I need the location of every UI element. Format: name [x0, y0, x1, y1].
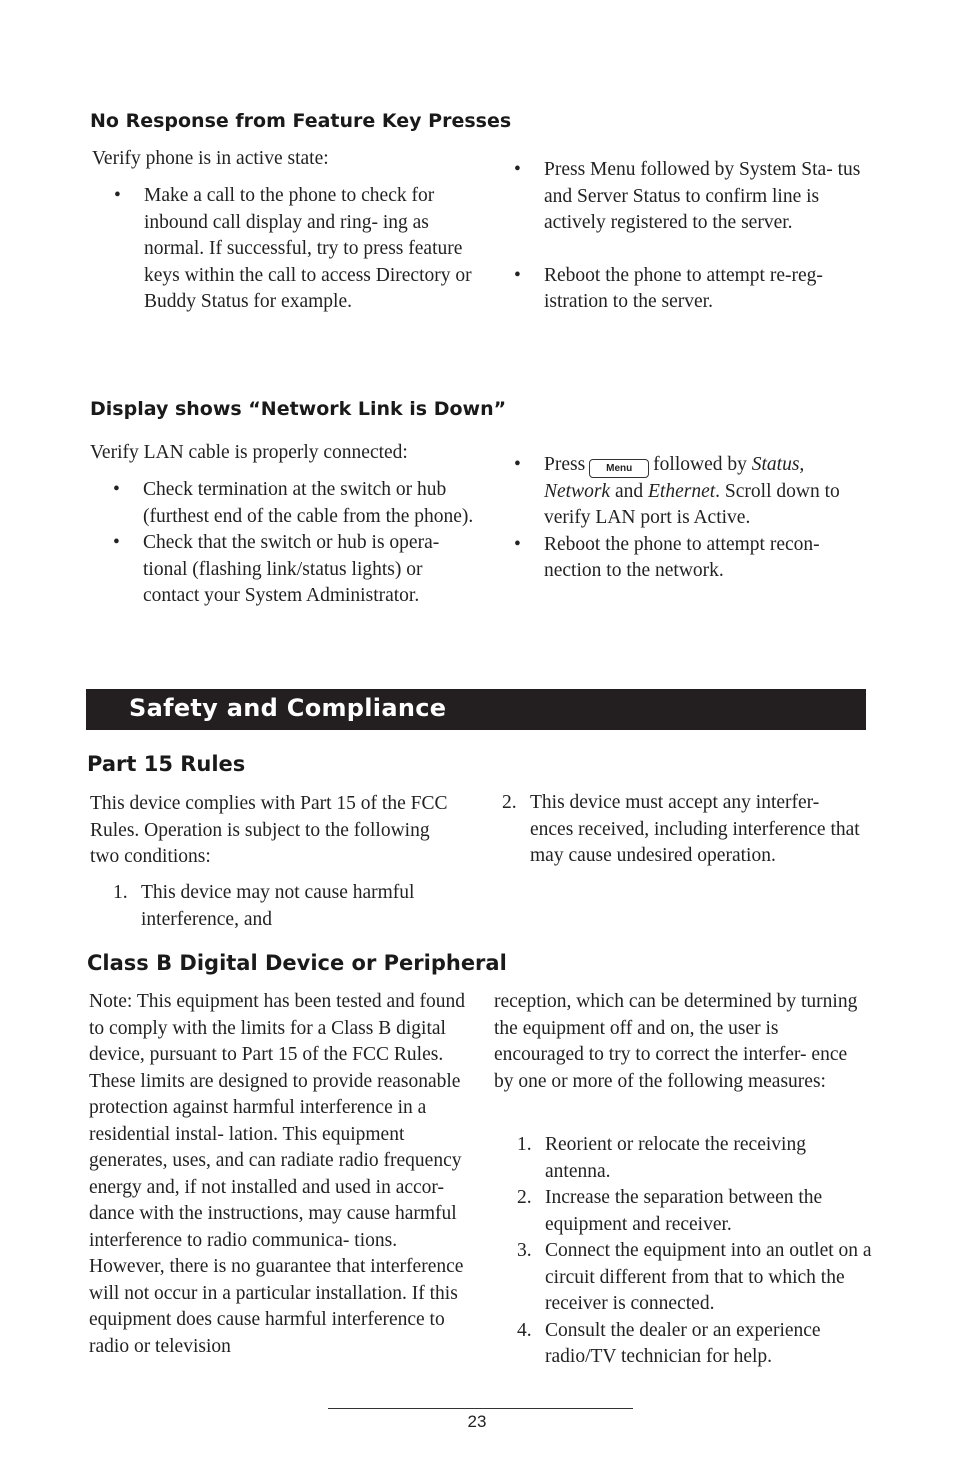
bullet-mark: • [514, 264, 521, 286]
list-lan-checks [113, 477, 475, 610]
list-item: 1. This device may not cause harmful interference, and [113, 882, 415, 930]
list-item: 1. Reorient or relocate the receiving antenna. [517, 1134, 806, 1182]
class-b-note: Note: This equipment has been tested and found to comply with the limits for a Class B digital device, pursuant to Part 15 of the FCC Rules. These limits are designed to provide reasonable protection against harmful interference in a residential instal- lation. This equipment generates, uses, and can radiate radio frequency energy and, if not installed and used in accor- dance with the instructions, may cause harmful interference to radio communica- tions. However, there is no guarantee that interference will not occur in a particular installation. If this equipment does cause harmful interference to radio or television [89, 991, 466, 1357]
bullet-mark: • [514, 533, 521, 555]
bullet-mark: • [113, 532, 120, 553]
heading-network-down: Display shows “Network Link is Down” [90, 398, 507, 420]
list-item: • Reboot the phone to attempt recon- nection to the network. [514, 533, 820, 581]
list-active-state [114, 183, 474, 316]
list-item: • Press Menu followed by Status, Network and Ethernet. Scroll down to verify LAN port is Active. [514, 454, 840, 528]
menu-key-icon: Menu [589, 459, 649, 478]
intro-active-state: Verify phone is in active state: [92, 148, 329, 169]
page-number: 23 [467, 1412, 487, 1431]
heading-no-response: No Response from Feature Key Presses [90, 110, 512, 132]
list-network-actions [514, 452, 869, 585]
section-banner [86, 689, 866, 730]
bullet-mark: • [113, 479, 120, 500]
list-item: 2. This device must accept any interfer- ences received, including interference that may cause undesired operation. [502, 792, 860, 866]
intro-lan-cable: Verify LAN cable is properly connected: [90, 442, 408, 463]
footer-rule [328, 1408, 633, 1409]
list-item: 3. Connect the equipment into an outlet on a circuit different from that to which the receiver is connected. [517, 1240, 872, 1314]
list-item: 4. Consult the dealer or an experience radio/TV technician for help. [517, 1319, 821, 1367]
list-item: • Check that the switch or hub is opera- tional (flashing link/status lights) or contact your System Administrator. [113, 532, 440, 606]
list-register-checks [514, 157, 874, 316]
bullet-mark: • [514, 159, 521, 180]
list-item: • Check termination at the switch or hub (furthest end of the cable from the phone). [113, 479, 474, 527]
banner-title: Safety and Compliance [129, 694, 447, 722]
list-item: • Press Menu followed by System Sta- tus and Server Status to confirm line is actively registered to the server. [514, 159, 861, 233]
heading-part15: Part 15 Rules [87, 752, 246, 776]
heading-class-b: Class B Digital Device or Peripheral [87, 951, 507, 975]
class-b-continuation: reception, which can be determined by turning the equipment off and on, the user is encouraged to try to correct the interfer- ence by one or more of the following measures: [494, 991, 858, 1092]
list-item: • Reboot the phone to attempt re-reg- istration to the server. [514, 264, 823, 312]
bullet-mark: • [114, 185, 121, 206]
bullet-mark: • [514, 454, 521, 475]
list-item: • Make a call to the phone to check for inbound call display and ring- ing as normal. If successful, try to press feature keys within the call to access Directory or Buddy Status for example. [114, 185, 472, 312]
class-b-measures [517, 1132, 872, 1371]
part15-intro: This device complies with Part 15 of the FCC Rules. Operation is subject to the following two conditions: [90, 793, 448, 867]
part15-conditions-right [502, 790, 867, 870]
list-item: 2. Increase the separation between the equipment and receiver. [517, 1187, 823, 1235]
part15-conditions-left [113, 880, 473, 933]
